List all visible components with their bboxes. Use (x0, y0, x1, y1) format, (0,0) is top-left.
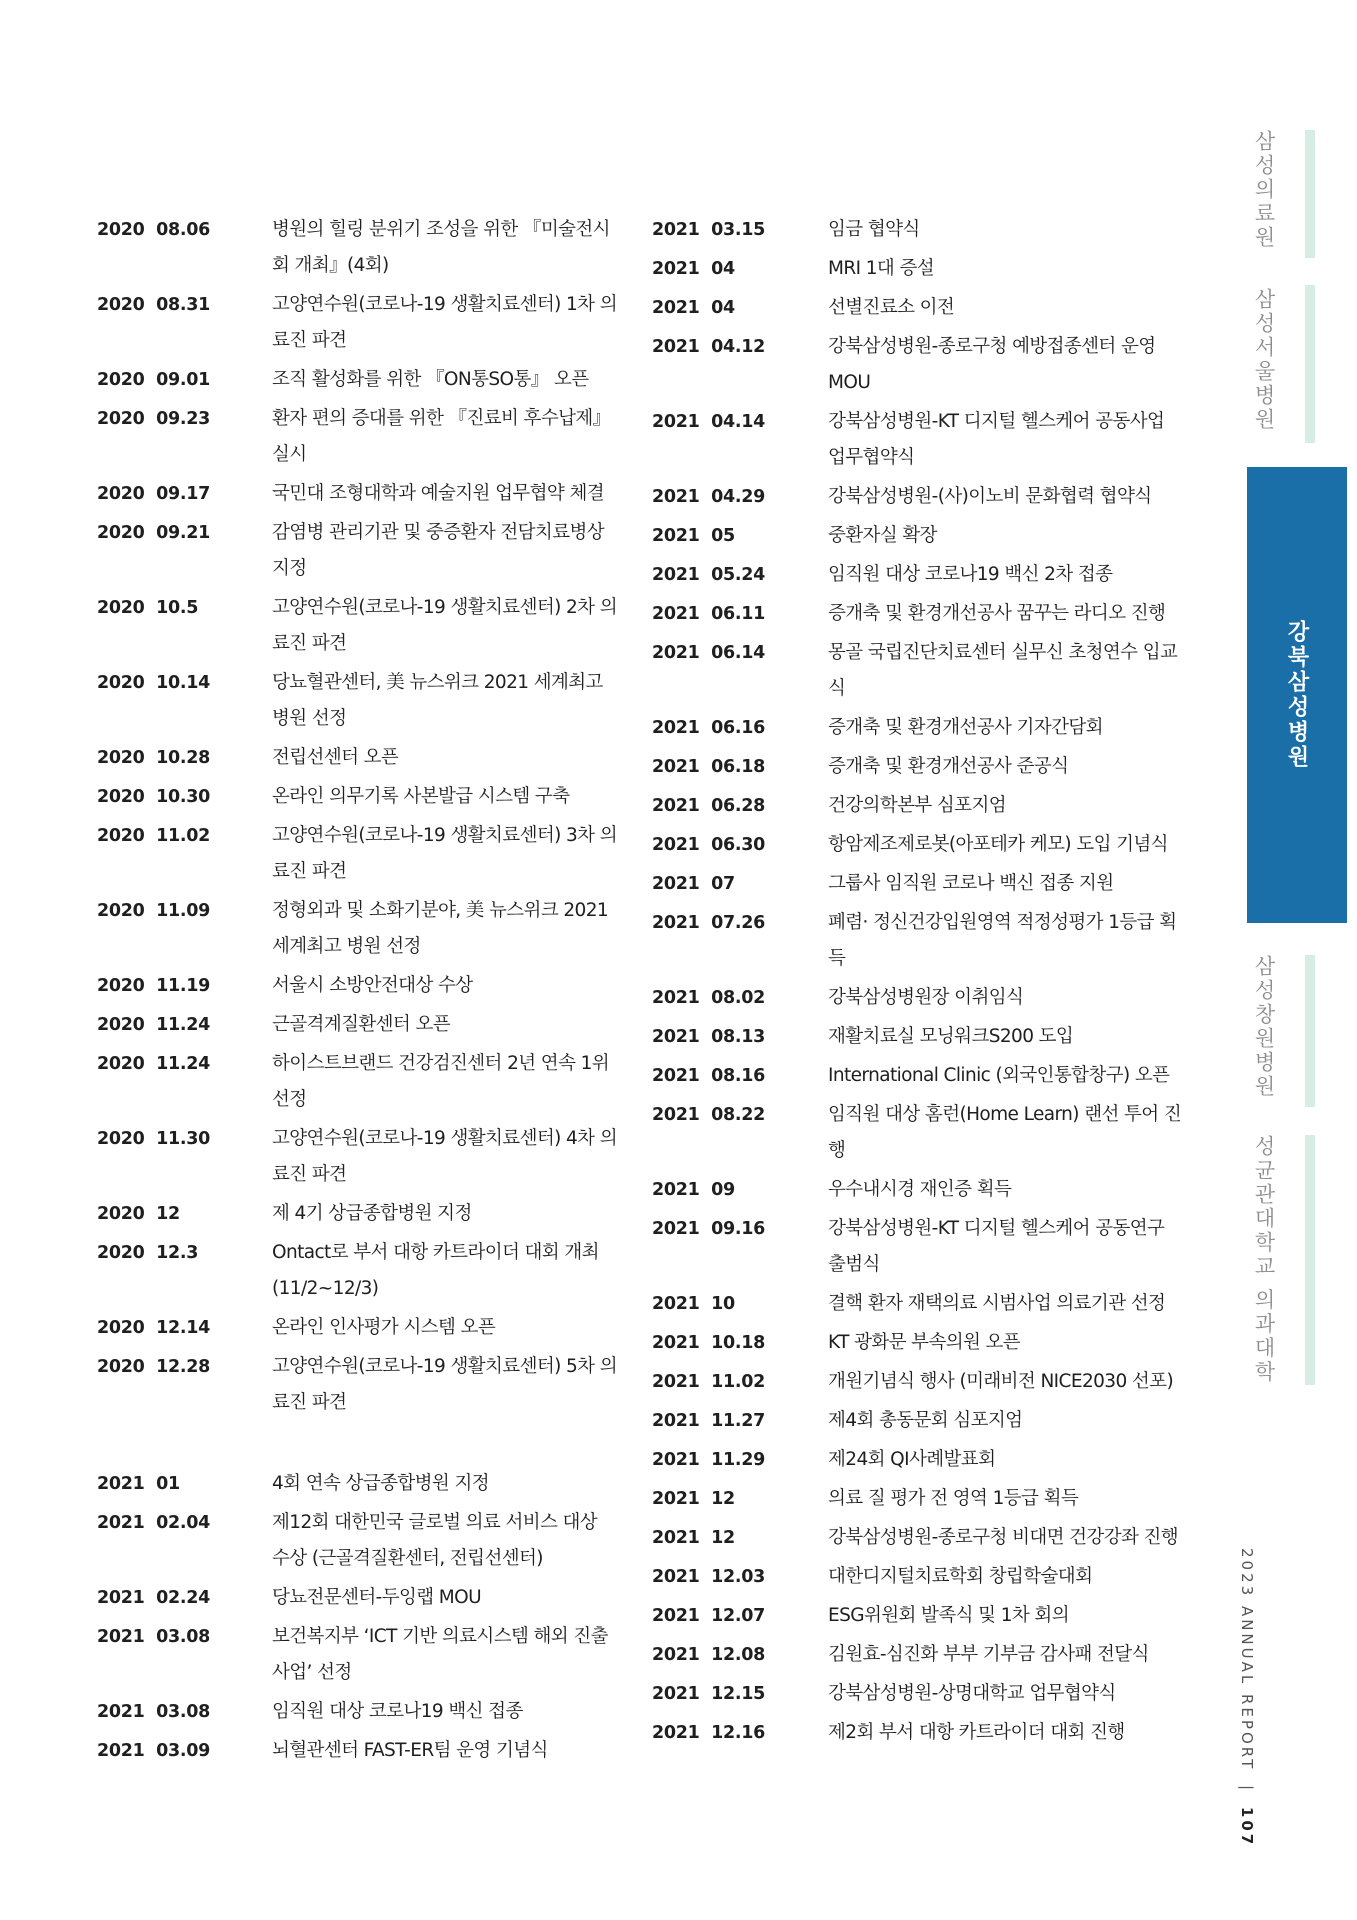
entry-description: 근골격계질환센터 오픈 (272, 1014, 450, 1035)
entry-date: 2021 10 (652, 1294, 735, 1314)
entry-description: 보건복지부 ‘ICT 기반 의료시스템 해외 진출 사업’ 선정 (272, 1626, 608, 1683)
timeline-entry (652, 404, 1182, 476)
entry-date: 2020 11.02 (97, 826, 210, 846)
entry-description: 고양연수원(코로나-19 생활치료센터) 1차 의료진 파견 (272, 294, 618, 351)
entry-description: 항암제조제로봇(아포테카 케모) 도입 기념식 (828, 834, 1168, 855)
timeline-entry (652, 749, 1182, 785)
entry-description: International Clinic (외국인통합창구) 오픈 (828, 1065, 1170, 1086)
timeline-entry (97, 401, 617, 473)
entry-date: 2020 09.17 (97, 484, 210, 504)
timeline-entry (652, 1715, 1182, 1751)
timeline-entry (97, 1349, 617, 1421)
entry-description: 국민대 조형대학과 예술지원 업무협약 체결 (272, 483, 605, 504)
entry-date: 2021 08.22 (652, 1105, 765, 1125)
timeline-entry (97, 893, 617, 965)
entry-date: 2020 11.24 (97, 1054, 210, 1074)
timeline-entry (652, 1325, 1182, 1361)
timeline-entry (97, 1046, 617, 1118)
entry-date: 2021 11.29 (652, 1450, 765, 1470)
entry-description: 감염병 관리기관 및 중증환자 전담치료병상 지정 (272, 522, 605, 579)
entry-date: 2021 05.24 (652, 565, 765, 585)
tab-indicator-bar (1305, 1135, 1315, 1385)
tab-samsung-seoul-hospital[interactable]: 삼성서울병원 (1252, 288, 1276, 432)
timeline-entry (652, 635, 1182, 707)
timeline-entry (652, 1637, 1182, 1673)
entry-date: 2021 08.13 (652, 1027, 765, 1047)
entry-date: 2021 12.03 (652, 1567, 765, 1587)
entry-description: 몽골 국립진단치료센터 실무신 초청연수 입교식 (828, 642, 1178, 699)
entry-description: 중환자실 확장 (828, 525, 937, 546)
entry-description: Ontact로 부서 대항 카트라이더 대회 개최 (11/2~12/3) (272, 1242, 599, 1299)
entry-description: 뇌혈관센터 FAST-ER팀 운영 기념식 (272, 1740, 548, 1761)
timeline-entry (97, 779, 617, 815)
entry-description: 김원효-심진화 부부 기부금 감사패 전달식 (828, 1644, 1149, 1665)
timeline-entry (97, 515, 617, 587)
entry-description: 증개축 및 환경개선공사 꿈꾸는 라디오 진행 (828, 603, 1166, 624)
timeline-entry (652, 710, 1182, 746)
entry-date: 2021 03.08 (97, 1702, 210, 1722)
page-number: 107 (1238, 1806, 1256, 1848)
entry-description: 강북삼성병원-(사)이노비 문화협력 협약식 (828, 486, 1152, 507)
timeline-entry (652, 1598, 1182, 1634)
entry-description: 서울시 소방안전대상 수상 (272, 975, 473, 996)
timeline-entry (652, 596, 1182, 632)
timeline-entry (97, 287, 617, 359)
entry-date: 2020 09.21 (97, 523, 210, 543)
entry-description: 조직 활성화를 위한 『ON통SO통』 오픈 (272, 369, 589, 390)
entry-date: 2020 10.28 (97, 748, 210, 768)
timeline-entry (652, 212, 1182, 248)
timeline-entry (97, 362, 617, 398)
timeline-entry (652, 788, 1182, 824)
entry-description: 그룹사 임직원 코로나 백신 접종 지원 (828, 873, 1114, 894)
timeline-entry (97, 1121, 617, 1193)
entry-date: 2021 12 (652, 1489, 735, 1509)
timeline-entry (97, 476, 617, 512)
entry-date: 2021 06.16 (652, 718, 765, 738)
entry-description: 고양연수원(코로나-19 생활치료센터) 3차 의료진 파견 (272, 825, 618, 882)
entry-description: 강북삼성병원-KT 디지털 헬스케어 공동사업 업무협약식 (828, 411, 1165, 468)
entry-description: 온라인 인사평가 시스템 오픈 (272, 1317, 496, 1338)
timeline-entry (652, 1019, 1182, 1055)
timeline-entry (652, 1286, 1182, 1322)
timeline-entry (97, 968, 617, 1004)
timeline-entry (652, 980, 1182, 1016)
report-title: 2023 ANNUAL REPORT (1238, 1548, 1256, 1772)
timeline-entry (652, 905, 1182, 977)
timeline-entry (652, 290, 1182, 326)
timeline-entry (652, 1403, 1182, 1439)
entry-date: 2021 04 (652, 259, 735, 279)
entry-description: 강북삼성병원-종로구청 비대면 건강강좌 진행 (828, 1527, 1179, 1548)
tab-indicator-bar (1305, 130, 1315, 258)
entry-date: 2020 10.30 (97, 787, 210, 807)
entry-description: 임직원 대상 코로나19 백신 접종 (272, 1701, 523, 1722)
timeline-entry (652, 1097, 1182, 1169)
entry-description: 증개축 및 환경개선공사 기자간담회 (828, 717, 1103, 738)
entry-description: 전립선센터 오픈 (272, 747, 399, 768)
entry-description: 정형외과 및 소화기분야, 美 뉴스위크 2021 세계최고 병원 선정 (272, 900, 609, 957)
tab-indicator-bar (1305, 285, 1315, 443)
timeline-entry (652, 329, 1182, 401)
timeline-entry (97, 1619, 617, 1691)
entry-date: 2021 03.09 (97, 1741, 210, 1761)
entry-description: 고양연수원(코로나-19 생활치료센터) 5차 의료진 파견 (272, 1356, 618, 1413)
entry-date: 2021 11.02 (652, 1372, 765, 1392)
section-gap (97, 1424, 617, 1466)
timeline-entry (652, 1676, 1182, 1712)
entry-date: 2020 09.01 (97, 370, 210, 390)
entry-date: 2021 06.18 (652, 757, 765, 777)
timeline-entry (652, 1364, 1182, 1400)
timeline-entry (97, 1235, 617, 1307)
entry-date: 2021 12.15 (652, 1684, 765, 1704)
entry-description: 병원의 힐링 분위기 조성을 위한 『미술전시회 개최』(4회) (272, 219, 610, 276)
entry-description: 증개축 및 환경개선공사 준공식 (828, 756, 1069, 777)
entry-date: 2021 04.12 (652, 337, 765, 357)
entry-description: 폐렴· 정신건강입원영역 적정성평가 1등급 획득 (828, 912, 1177, 969)
timeline-entry (97, 818, 617, 890)
timeline-entry (97, 1580, 617, 1616)
tab-kangbuk-samsung-hospital[interactable]: 강북삼성병원 (1284, 620, 1309, 770)
entry-date: 2021 07.26 (652, 913, 765, 933)
entry-description: 제 4기 상급종합병원 지정 (272, 1203, 472, 1224)
tab-samsung-changwon-hospital[interactable]: 삼성창원병원 (1252, 955, 1276, 1099)
entry-description: ESG위원회 발족식 및 1차 회의 (828, 1605, 1069, 1626)
entry-description: 당뇨혈관센터, 美 뉴스위크 2021 세계최고 병원 선정 (272, 672, 603, 729)
entry-description: 환자 편의 증대를 위한 『진료비 후수납제』 실시 (272, 408, 611, 465)
timeline-entry (652, 1442, 1182, 1478)
entry-description: 재활치료실 모닝워크S200 도입 (828, 1026, 1074, 1047)
tab-skku-school-of-medicine[interactable]: 성균관대학교 의과대학 (1252, 1135, 1276, 1385)
footer-separator: | (1238, 1785, 1256, 1794)
entry-date: 2020 12.3 (97, 1243, 199, 1263)
entry-description: 온라인 의무기록 사본발급 시스템 구축 (272, 786, 570, 807)
entry-description: 의료 질 평가 전 영역 1등급 획득 (828, 1488, 1079, 1509)
entry-description: 건강의학본부 심포지엄 (828, 795, 1006, 816)
entry-date: 2020 11.19 (97, 976, 210, 996)
timeline-left-column (97, 212, 617, 1772)
entry-description: 고양연수원(코로나-19 생활치료센터) 4차 의료진 파견 (272, 1128, 618, 1185)
entry-description: 강북삼성병원-상명대학교 업무협약식 (828, 1683, 1116, 1704)
entry-date: 2021 12 (652, 1528, 735, 1548)
timeline-entry (652, 479, 1182, 515)
timeline-entry (97, 1007, 617, 1043)
entry-date: 2021 01 (97, 1474, 180, 1494)
timeline-entry (97, 1694, 617, 1730)
entry-date: 2020 12 (97, 1204, 180, 1224)
entry-description: 제24회 QI사례발표회 (828, 1449, 996, 1470)
entry-date: 2021 12.16 (652, 1723, 765, 1743)
entry-date: 2020 09.23 (97, 409, 210, 429)
entry-date: 2021 08.16 (652, 1066, 765, 1086)
timeline-entry (97, 740, 617, 776)
entry-description: 개원기념식 행사 (미래비전 NICE2030 선포) (828, 1371, 1174, 1392)
entry-description: 제4회 총동문회 심포지엄 (828, 1410, 1023, 1431)
entry-date: 2021 12.07 (652, 1606, 765, 1626)
entry-date: 2021 03.08 (97, 1627, 210, 1647)
timeline-entry (652, 1211, 1182, 1283)
page-footer (1238, 1548, 1256, 1847)
entry-date: 2021 03.15 (652, 220, 765, 240)
timeline-entry (652, 518, 1182, 554)
entry-description: 하이스트브랜드 건강검진센터 2년 연속 1위 선정 (272, 1053, 610, 1110)
entry-description: 우수내시경 재인증 획득 (828, 1179, 1012, 1200)
entry-description: 제2회 부서 대항 카트라이더 대회 진행 (828, 1722, 1125, 1743)
entry-date: 2021 11.27 (652, 1411, 765, 1431)
entry-date: 2021 07 (652, 874, 735, 894)
timeline-entry (97, 1733, 617, 1769)
entry-date: 2020 11.30 (97, 1129, 210, 1149)
entry-description: 4회 연속 상급종합병원 지정 (272, 1473, 489, 1494)
timeline-entry (652, 1559, 1182, 1595)
entry-date: 2021 05 (652, 526, 735, 546)
tab-samsung-medical-center[interactable]: 삼성의료원 (1252, 130, 1276, 250)
entry-date: 2020 12.14 (97, 1318, 210, 1338)
timeline-entry (97, 1505, 617, 1577)
timeline-entry (97, 1466, 617, 1502)
timeline-entry (652, 251, 1182, 287)
entry-description: 당뇨전문센터-두잉랩 MOU (272, 1587, 482, 1608)
entry-description: 임직원 대상 코로나19 백신 2차 접종 (828, 564, 1113, 585)
tab-indicator-bar (1305, 955, 1315, 1107)
timeline-entry (652, 557, 1182, 593)
timeline-entry (97, 1310, 617, 1346)
entry-date: 2020 11.09 (97, 901, 210, 921)
entry-date: 2021 06.30 (652, 835, 765, 855)
entry-description: 임금 협약식 (828, 219, 920, 240)
entry-date: 2021 06.11 (652, 604, 765, 624)
entry-date: 2020 10.14 (97, 673, 210, 693)
timeline-entry (97, 1196, 617, 1232)
entry-date: 2021 09.16 (652, 1219, 765, 1239)
entry-description: 결핵 환자 재택의료 시범사업 의료기관 선정 (828, 1293, 1166, 1314)
entry-date: 2021 06.28 (652, 796, 765, 816)
timeline-right-column (652, 212, 1182, 1754)
entry-date: 2020 10.5 (97, 598, 199, 618)
timeline-entry (652, 866, 1182, 902)
timeline-entry (652, 1520, 1182, 1556)
entry-description: 제12회 대한민국 글로벌 의료 서비스 대상 수상 (근골격질환센터, 전립선센터) (272, 1512, 598, 1569)
entry-date: 2020 12.28 (97, 1357, 210, 1377)
entry-date: 2021 02.24 (97, 1588, 210, 1608)
entry-date: 2021 04.29 (652, 487, 765, 507)
entry-description: 강북삼성병원장 이취임식 (828, 987, 1024, 1008)
entry-description: 강북삼성병원-종로구청 예방접종센터 운영 MOU (828, 336, 1156, 393)
entry-date: 2021 06.14 (652, 643, 765, 663)
entry-date: 2021 08.02 (652, 988, 765, 1008)
timeline-entry (97, 212, 617, 284)
entry-date: 2020 11.24 (97, 1015, 210, 1035)
timeline-entry (652, 1172, 1182, 1208)
entry-date: 2020 08.06 (97, 220, 210, 240)
entry-description: MRI 1대 증설 (828, 258, 935, 279)
entry-description: 임직원 대상 홈런(Home Learn) 랜선 투어 진행 (828, 1104, 1182, 1161)
timeline-entry (652, 1481, 1182, 1517)
timeline-entry (97, 590, 617, 662)
entry-date: 2021 09 (652, 1180, 735, 1200)
timeline-entry (652, 827, 1182, 863)
entry-description: 강북삼성병원-KT 디지털 헬스케어 공동연구 출범식 (828, 1218, 1165, 1275)
entry-date: 2021 12.08 (652, 1645, 765, 1665)
entry-description: 선별진료소 이전 (828, 297, 955, 318)
entry-date: 2021 04 (652, 298, 735, 318)
entry-date: 2020 08.31 (97, 295, 210, 315)
entry-date: 2021 02.04 (97, 1513, 210, 1533)
timeline-entry (652, 1058, 1182, 1094)
entry-date: 2021 04.14 (652, 412, 765, 432)
entry-description: 대한디지털치료학회 창립학술대회 (828, 1566, 1093, 1587)
entry-description: 고양연수원(코로나-19 생활치료센터) 2차 의료진 파견 (272, 597, 618, 654)
entry-date: 2021 10.18 (652, 1333, 765, 1353)
entry-description: KT 광화문 부속의원 오픈 (828, 1332, 1021, 1353)
timeline-entry (97, 665, 617, 737)
